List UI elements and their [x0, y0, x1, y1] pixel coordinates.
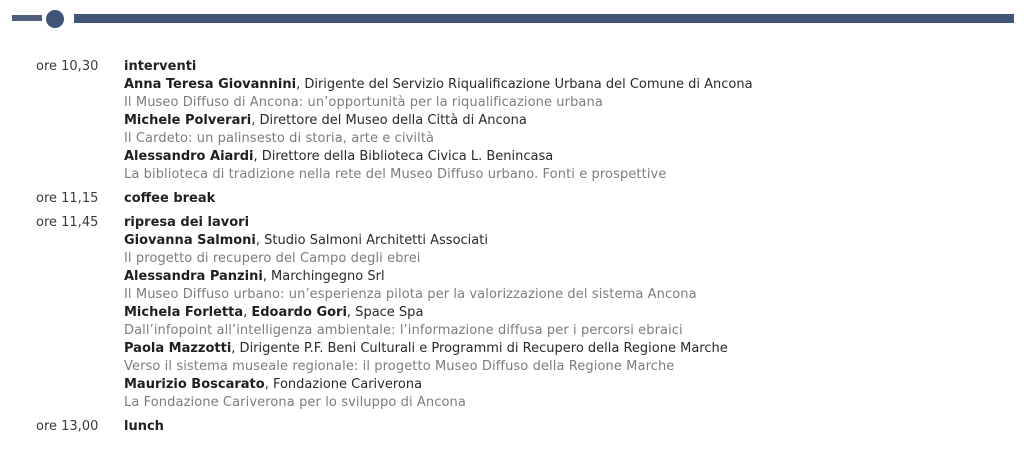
talk-title: Il Museo Diffuso urbano: un’esperienza pilota per la valorizzazione del sistema Ancona [124, 287, 697, 302]
session-block [0, 418, 1024, 436]
speaker-name: Maurizio Boscarato [124, 377, 265, 392]
header-decoration-bar [0, 0, 1024, 40]
talk-title: Il Cardeto: un palinsesto di storia, arte e civiltà [124, 131, 435, 146]
session-heading: ripresa dei lavori [124, 215, 250, 230]
talk-title: Dall’infopoint all’intelligenza ambientale: l’informazione diffusa per i percorsi ebraici [124, 323, 683, 338]
bar-circle [46, 10, 64, 28]
session-time: ore 11,15 [36, 191, 99, 206]
program-schedule [0, 58, 1024, 442]
speaker-role: , Direttore della Biblioteca Civica L. Benincasa [253, 149, 554, 164]
speaker-name: Alessandra Panzini [124, 269, 263, 284]
speaker-line [124, 76, 1024, 94]
speaker-name: Michele Polverari [124, 113, 252, 128]
session-content [124, 418, 1024, 436]
session-block [0, 58, 1024, 184]
speaker-line [124, 232, 1024, 250]
speaker-line [124, 268, 1024, 286]
speaker-name: Giovanna Salmoni [124, 233, 256, 248]
speaker-role: , Studio Salmoni Architetti Associati [255, 233, 488, 248]
speaker-name: Anna Teresa Giovannini [124, 77, 297, 92]
session-time: ore 10,30 [36, 59, 99, 74]
session-block [0, 214, 1024, 412]
bar-left-segment [12, 15, 42, 21]
speaker-role: , Space Spa [346, 305, 424, 320]
speaker-line [124, 340, 1024, 358]
talk-title: Il Museo Diffuso di Ancona: un’opportunità per la riqualificazione urbana [124, 95, 603, 110]
session-content [124, 214, 1024, 412]
speaker-separator: , [243, 305, 252, 320]
speaker-role: , Fondazione Cariverona [264, 377, 423, 392]
speaker-line [124, 148, 1024, 166]
speaker-role: , Marchingegno Srl [262, 269, 385, 284]
speaker-role: , Dirigente P.F. Beni Culturali e Programmi di Recupero della Regione Marche [231, 341, 728, 356]
speaker-role: , Direttore del Museo della Città di Ancona [251, 113, 527, 128]
speaker-name: Alessandro Aiardi [124, 149, 254, 164]
speaker-role: , Dirigente del Servizio Riqualificazione Urbana del Comune di Ancona [296, 77, 753, 92]
speaker-name: Edoardo Gori [251, 305, 347, 320]
talk-title: La biblioteca di tradizione nella rete del Museo Diffuso urbano. Fonti e prospettive [124, 167, 667, 182]
speaker-name: Paola Mazzotti [124, 341, 232, 356]
session-heading: lunch [124, 419, 164, 434]
speaker-line [124, 112, 1024, 130]
session-content [124, 190, 1024, 208]
session-content [124, 58, 1024, 184]
session-heading: interventi [124, 59, 197, 74]
talk-title: Verso il sistema museale regionale: il progetto Museo Diffuso della Regione Marche [124, 359, 675, 374]
speaker-line [124, 304, 1024, 322]
talk-title: Il progetto di recupero del Campo degli ebrei [124, 251, 421, 266]
bar-right-segment [74, 14, 1014, 23]
talk-title: La Fondazione Cariverona per lo sviluppo di Ancona [124, 395, 466, 410]
speaker-name: Michela Forletta [124, 305, 244, 320]
session-heading: coffee break [124, 191, 216, 206]
session-time: ore 13,00 [36, 419, 99, 434]
session-time: ore 11,45 [36, 215, 99, 230]
session-block [0, 190, 1024, 208]
speaker-line [124, 376, 1024, 394]
